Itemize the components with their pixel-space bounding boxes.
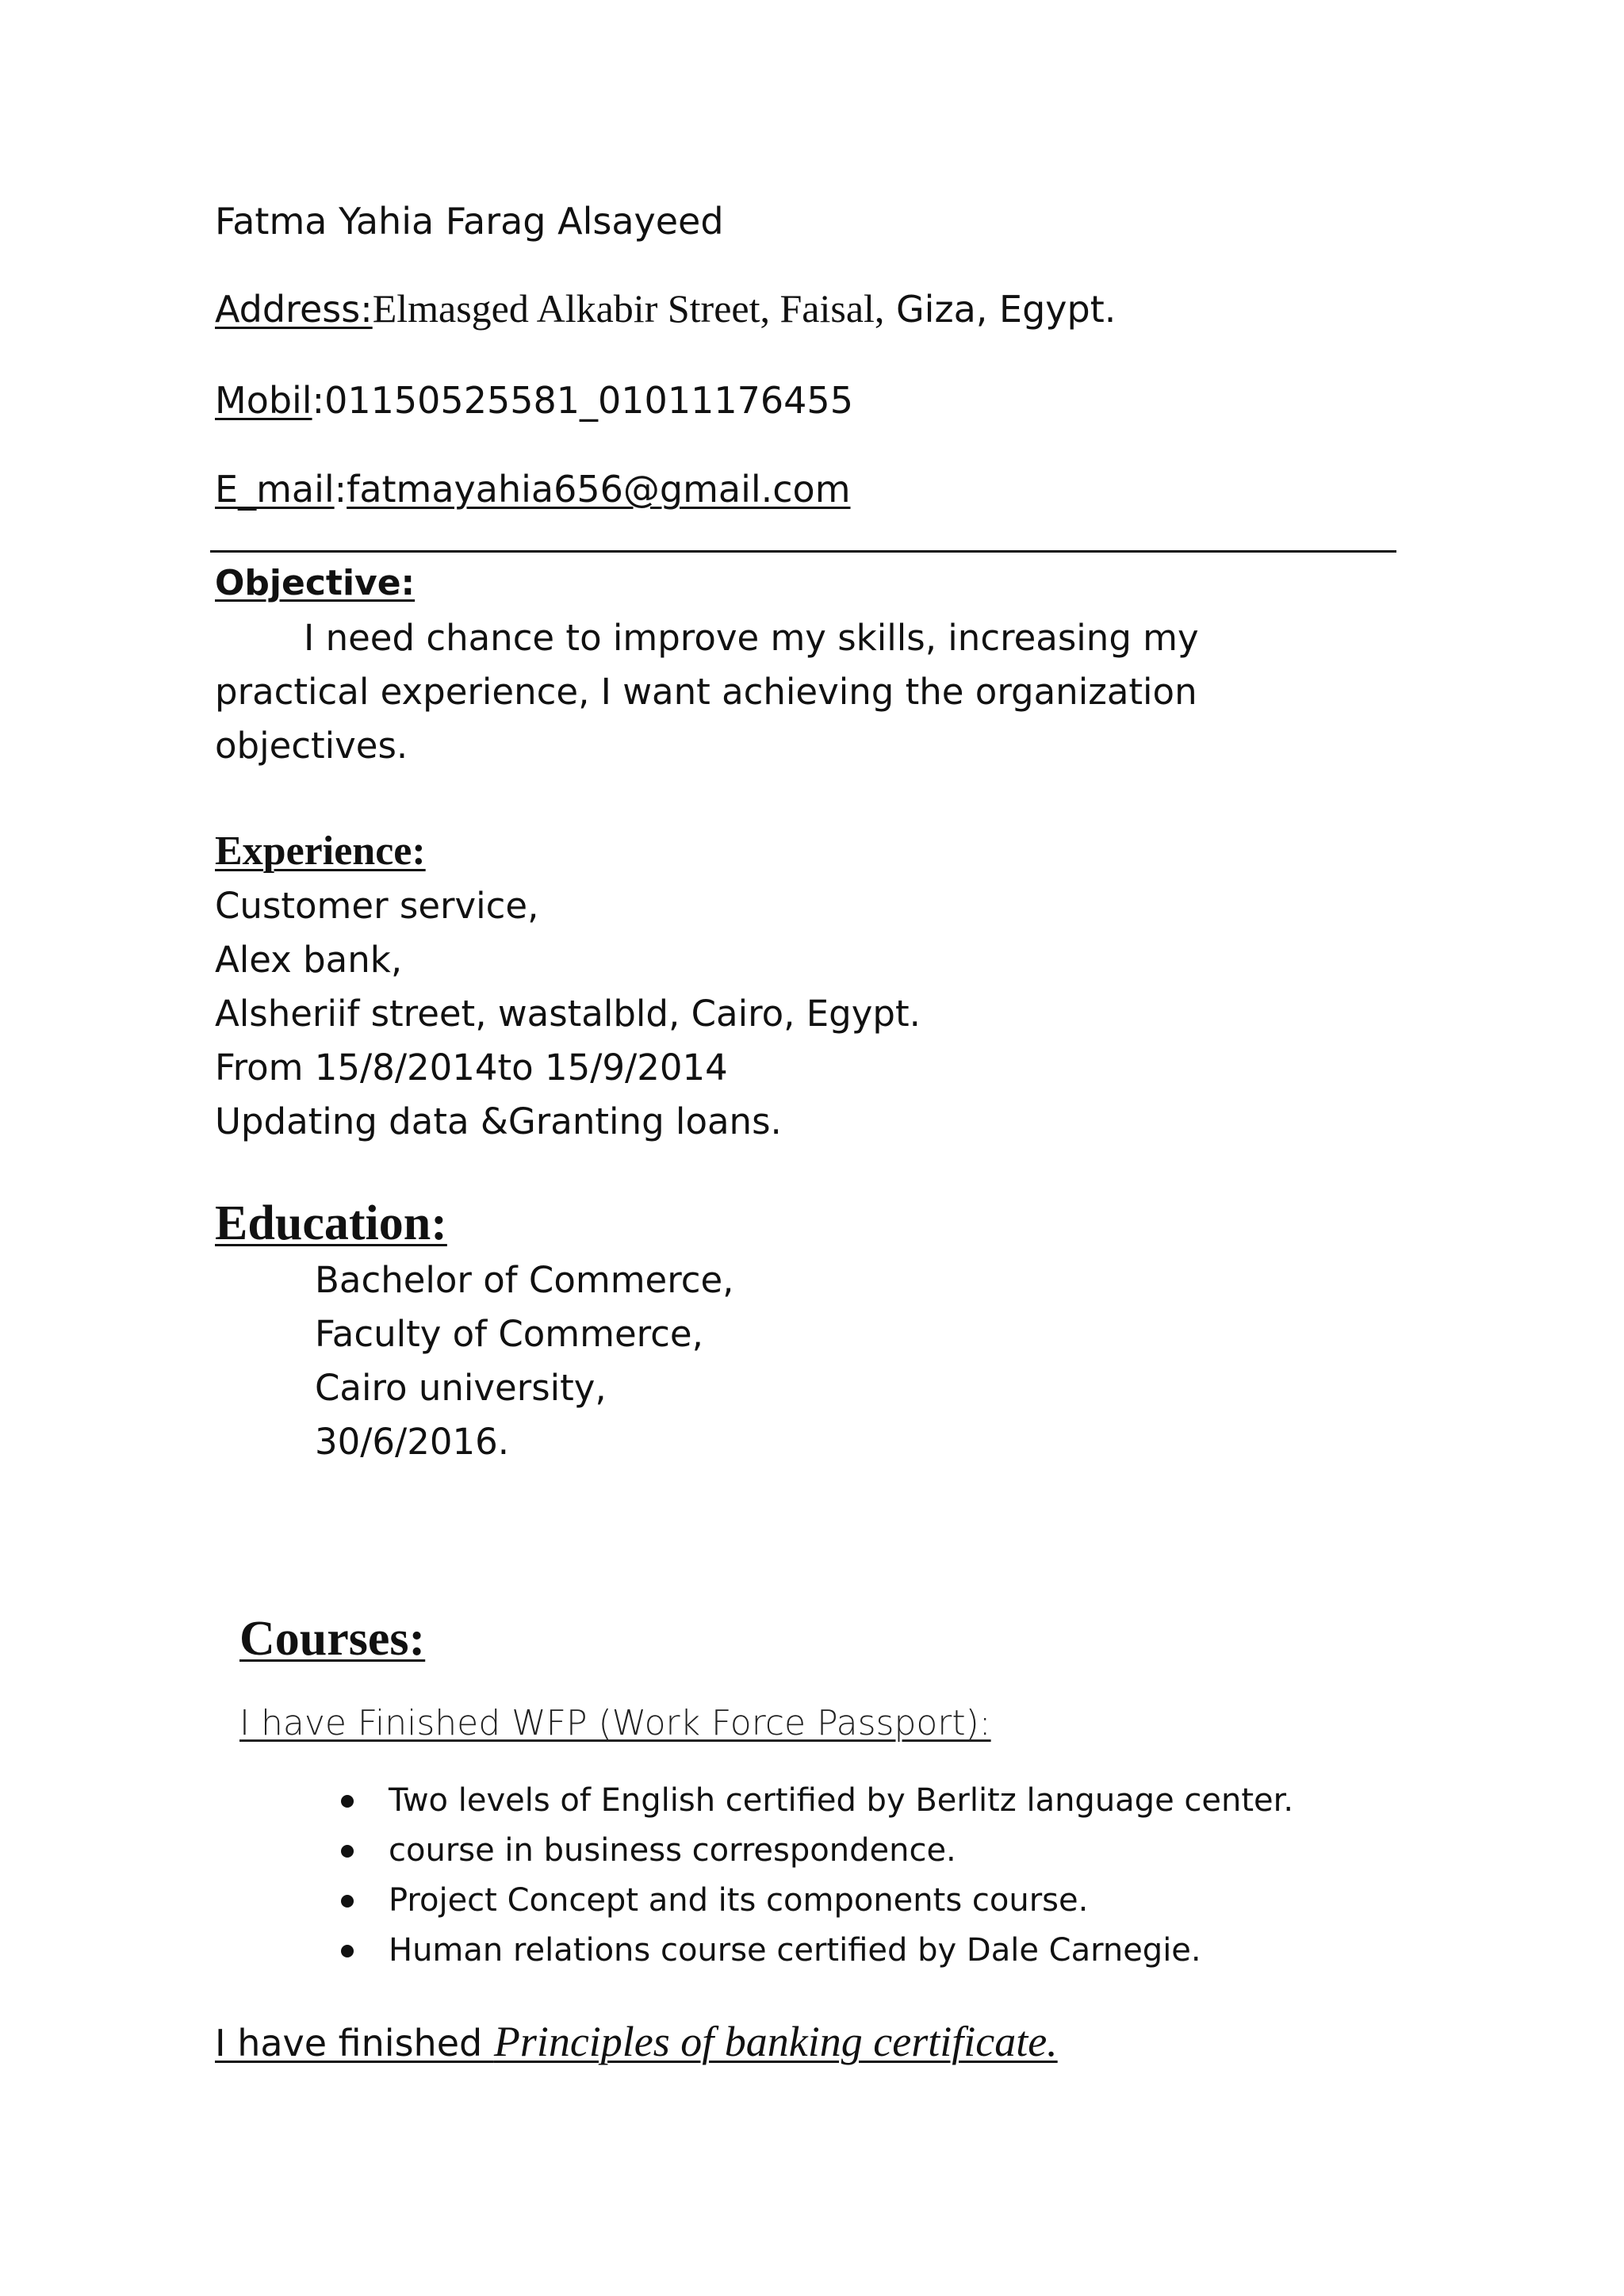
experience-line-2: Alex bank, [215, 939, 403, 981]
address-value-sans: Giza, Egypt. [884, 288, 1116, 331]
objective-line-3: objectives. [215, 725, 408, 767]
course-text: course in business correspondence. [389, 1832, 956, 1869]
experience-line-1: Customer service, [215, 885, 539, 927]
bullet-icon [341, 1845, 354, 1858]
list-item [341, 1776, 1293, 1826]
courses-intro: I have Finished WFP (Work Force Passport): [239, 1703, 991, 1743]
bullet-icon [341, 1895, 354, 1908]
address-value-serif: Elmasged Alkabir Street, Faisal, [372, 286, 885, 331]
objective-line-2: practical experience, I want achieving the organization [215, 671, 1197, 713]
list-item [341, 1826, 1293, 1876]
address-line [215, 285, 1116, 331]
education-line-1: Bachelor of Commerce, [315, 1259, 734, 1301]
mobile-value: :01150525581_01011176455 [312, 379, 853, 422]
education-heading: Education: [215, 1196, 447, 1250]
courses-heading: Courses: [239, 1612, 426, 1666]
email-label: E_mail [215, 468, 335, 511]
experience-line-5: Updating data &Granting loans. [215, 1100, 782, 1142]
list-item [341, 1926, 1293, 1976]
banking-certificate-title: Principles of banking certificate. [493, 2018, 1058, 2065]
objective-line-1: I need chance to improve my skills, increasing my [304, 617, 1199, 659]
experience-heading: Experience: [215, 828, 426, 874]
applicant-name: Fatma Yahia Farag Alsayeed [215, 200, 724, 243]
bullet-icon [341, 1795, 354, 1808]
education-line-2: Faculty of Commerce, [315, 1313, 703, 1355]
email-line [215, 468, 851, 511]
course-text: Project Concept and its components course. [389, 1882, 1089, 1919]
course-text: Two levels of English certified by Berlitz language center. [389, 1782, 1294, 1819]
course-text: Human relations course certified by Dale Carnegie. [389, 1932, 1201, 1969]
experience-line-4: From 15/8/2014to 15/9/2014 [215, 1047, 728, 1089]
banking-certificate-line [215, 2017, 1058, 2066]
banking-prefix: I have finished [215, 2022, 494, 2064]
objective-heading: Objective: [215, 563, 416, 603]
list-item [341, 1876, 1293, 1926]
email-separator: : [334, 468, 347, 511]
horizontal-divider [210, 550, 1396, 553]
mobile-label: Mobil [215, 379, 312, 422]
experience-line-3: Alsheriif street, wastalbld, Cairo, Egypt. [215, 993, 921, 1035]
education-line-4: 30/6/2016. [315, 1421, 510, 1463]
email-link[interactable]: fatmayahia656@gmail.com [347, 468, 851, 511]
bullet-icon [341, 1945, 354, 1957]
education-line-3: Cairo university, [315, 1367, 607, 1409]
mobile-line [215, 379, 853, 422]
address-label: Address: [215, 288, 373, 331]
courses-list [341, 1776, 1293, 1976]
